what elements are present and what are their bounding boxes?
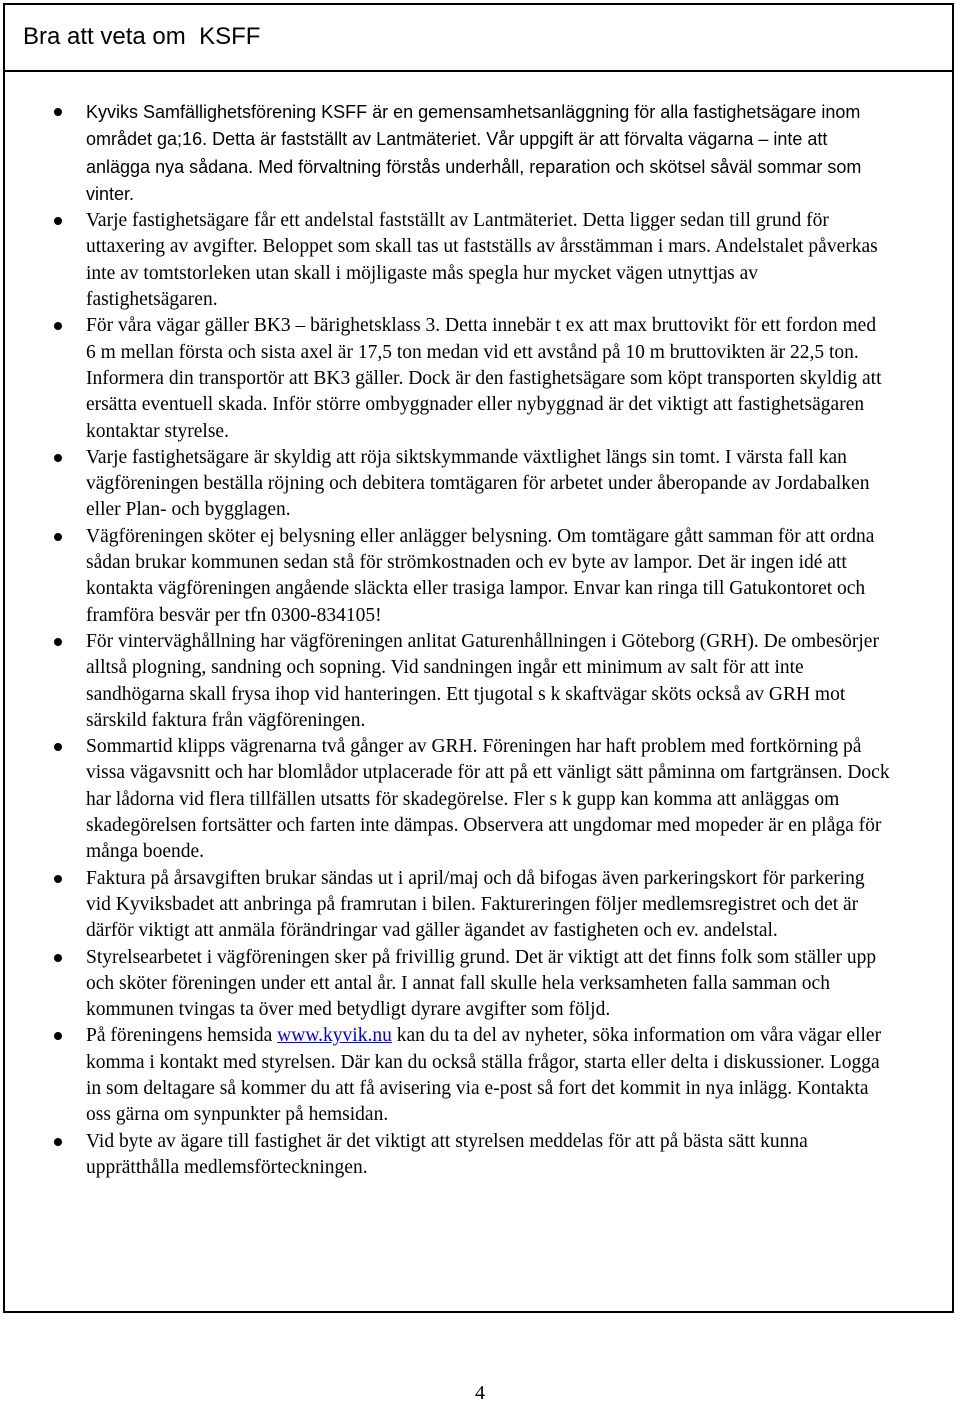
list-item-text: Varje fastighetsägare får ett andelstal fastställt av Lantmäteriet. Detta ligger sedan till grund för uttaxering av avgifter. Beloppet som skall tas ut fastställs av årsstämman i mars. Andelstalet påverkas inte av tomtstorleken utan skall i möjligaste mås spegla hur mycket vägen utnyttjas av fastighetsägaren.: [86, 210, 878, 311]
bullet-icon: [54, 533, 62, 541]
bullet-icon: [54, 454, 62, 462]
bullet-icon: [54, 108, 62, 116]
list-item-text-before-link: På föreningens hemsida: [86, 1025, 278, 1047]
list-item-text: Styrelsearbetet i vägföreningen sker på frivillig grund. Det är viktigt att det finns folk som ställer upp och sköter föreningen under ett antal år. I annat fall skulle hela verksamheten falla samman och kommunen tvingas ta över med betydligt dyrare avgifter som följd.: [86, 946, 877, 1021]
bullet-icon: [54, 322, 62, 330]
list-item: [50, 629, 890, 734]
list-item-text: Sommartid klipps vägrenarna två gånger av GRH. Föreningen har haft problem med fortkörning på vissa vägavsnitt och har blomlådor utplacerade för att på ett vänligt sätt påminna om fartgränsen. Dock har lådorna vid flera tillfällen utsatts för skadegörelse. Fler s k gupp kan komma att anläggas om skadegörelsen fortsätter och farten inte dämpas. Observera att ungdomar med mopeder är en plåga för många boende.: [86, 736, 890, 863]
website-link[interactable]: www.kyvik.nu: [277, 1025, 392, 1047]
bullet-icon: [54, 954, 62, 962]
page-title: Bra att veta om KSFF: [23, 23, 261, 50]
page-number: 4: [475, 1382, 485, 1404]
bullet-icon: [54, 638, 62, 646]
list-item-text: För våra vägar gäller BK3 – bärighetsklass 3. Detta innebär t ex att max bruttovikt för ett fordon med 6 m mellan första och sista axel är 17,5 ton medan vid ett avstånd på 10 m bruttovikten är 22,5 ton. Informera din transportör att BK3 gäller. Dock är den fastighetsägare som köpt transporten skyldig att ersätta eventuell skada. Inför större ombyggnader eller nybyggnad är det viktigt att fastighetsägaren kontaktar styrelse.: [86, 315, 882, 442]
list-item: [50, 524, 890, 629]
list-item: [50, 866, 890, 945]
list-item: [50, 1023, 890, 1128]
list-item-text: Faktura på årsavgiften brukar sändas ut i april/maj och då bifogas även parkeringskort för parkering vid Kyviksbadet att anbringa på framrutan i bilen. Faktureringen följer medlemsregistret och det är därför viktigt att anmäla förändringar vad gäller ägandet av fastigheten och ev. andelstal.: [86, 867, 865, 942]
bullet-icon: [54, 875, 62, 883]
bullet-icon: [54, 743, 62, 751]
list-item-text: Vägföreningen sköter ej belysning eller anlägger belysning. Om tomtägare gått samman för att ordna sådan brukar kommunen sedan stå för strömkostnaden och ev byte av lampor. Det är ingen idé att kontakta vägföreningen angående släckta eller trasiga lampor. Envar kan ringa till Gatukontoret och framföra besvär per tfn 0300-834105!: [86, 525, 875, 626]
list-item-text: För vinterväghållning har vägföreningen anlitat Gaturenhållningen i Göteborg (GRH). De ombesörjer alltså plogning, sandning och sopning. Vid sandningen ingår ett minimum av salt för att inte sandhögarna skall frysa ihop vid hanteringen. Ett tjugotal s k skaftvägar sköts också av GRH mot särskild faktura från vägföreningen.: [86, 630, 879, 731]
list-item-text: Varje fastighetsägare är skyldig att röja siktskymmande växtlighet längs sin tomt. I värsta fall kan vägföreningen beställa röjning och debitera tomtägaren för arbetet under åberopande av Jordabalken eller Plan- och bygglagen.: [86, 446, 870, 521]
list-item: [50, 99, 890, 208]
list-item: [50, 945, 890, 1024]
list-item: [50, 208, 890, 313]
list-item-text-after-link: kan du ta del av nyheter, söka information om våra vägar eller komma i kontakt med styrelsen. Där kan du också ställa frågor, starta eller delta i diskussioner. Logga in som deltagare så kommer du att få avisering via e-post så fort det kommit in nya inlägg. Kontakta oss gärna om synpunkter på hemsidan.: [86, 1025, 882, 1126]
list-item: [50, 445, 890, 524]
list-item-text: Kyviks Samfällighetsförening KSFF är en gemensamhetsanläggning för alla fastighetsägare inom området ga;16. Detta är fastställt av Lantmäteriet. Vår uppgift är att förvalta vägarna – inte att anlägga nya sådana. Med förvaltning förstås underhåll, reparation och skötsel såväl sommar som vinter.: [86, 102, 862, 204]
bullet-list: [50, 99, 890, 1181]
list-item-text: Vid byte av ägare till fastighet är det viktigt att styrelsen meddelas för att på bästa sätt kunna upprätthålla medlemsförteckningen.: [86, 1130, 808, 1178]
list-item: [50, 313, 890, 444]
bullet-icon: [54, 217, 62, 225]
list-item: [50, 1129, 890, 1182]
bullet-icon: [54, 1138, 62, 1146]
bullet-icon: [54, 1032, 62, 1040]
list-item: [50, 734, 890, 865]
title-bar: [5, 5, 952, 72]
